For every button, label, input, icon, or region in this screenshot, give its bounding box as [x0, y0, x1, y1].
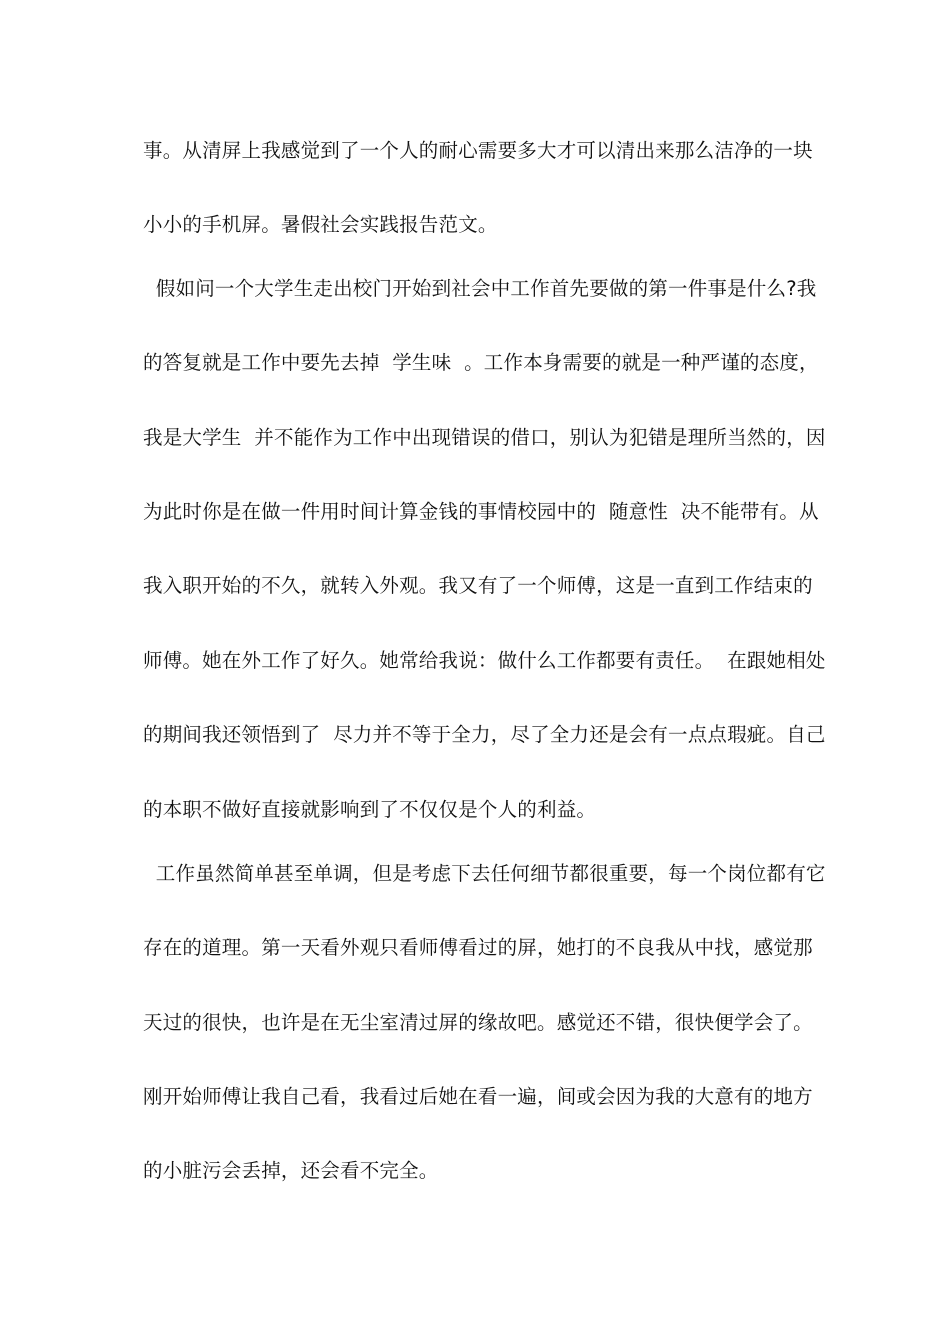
- text-line: 事。从清屏上我感觉到了一个人的耐心需要多大才可以清出来那么洁净的一块: [143, 139, 813, 162]
- text-line: 的本职不做好直接就影响到了不仅仅是个人的利益。: [143, 798, 597, 821]
- text-line: 的答复就是工作中要先去掉 学生味 。工作本身需要的就是一种严谨的态度，: [143, 351, 819, 374]
- text-line: 存在的道理。第一天看外观只看师傅看过的屏，她打的不良我从中找，感觉那: [143, 936, 813, 959]
- text-line: 小小的手机屏。暑假社会实践报告范文。: [143, 213, 498, 236]
- text-line: 天过的很快，也许是在无尘室清过屏的缘故吧。感觉还不错，很快便学会了。: [143, 1011, 813, 1034]
- text-line: 我是大学生 并不能作为工作中出现错误的借口，别认为犯错是理所当然的，因: [143, 426, 826, 449]
- text-line: 的小脏污会丢掉，还会看不完全。: [143, 1159, 439, 1182]
- text-line: 师傅。她在外工作了好久。她常给我说：做什么工作都要有责任。 在跟她相处: [143, 649, 826, 672]
- text-line: 的期间我还领悟到了 尽力并不等于全力，尽了全力还是会有一点点瑕疵。自己: [143, 723, 826, 746]
- text-line: 我入职开始的不久，就转入外观。我又有了一个师傅，这是一直到工作结束的: [143, 574, 813, 597]
- text-line: 假如问一个大学生走出校门开始到社会中工作首先要做的第一件事是什么?我: [143, 277, 817, 300]
- text-line: 工作虽然简单甚至单调，但是考虑下去任何细节都很重要，每一个岗位都有它: [143, 862, 826, 885]
- text-line: 为此时你是在做一件用时间计算金钱的事情校园中的 随意性 决不能带有。从: [143, 500, 819, 523]
- text-line: 刚开始师傅让我自己看，我看过后她在看一遍，间或会因为我的大意有的地方: [143, 1085, 813, 1108]
